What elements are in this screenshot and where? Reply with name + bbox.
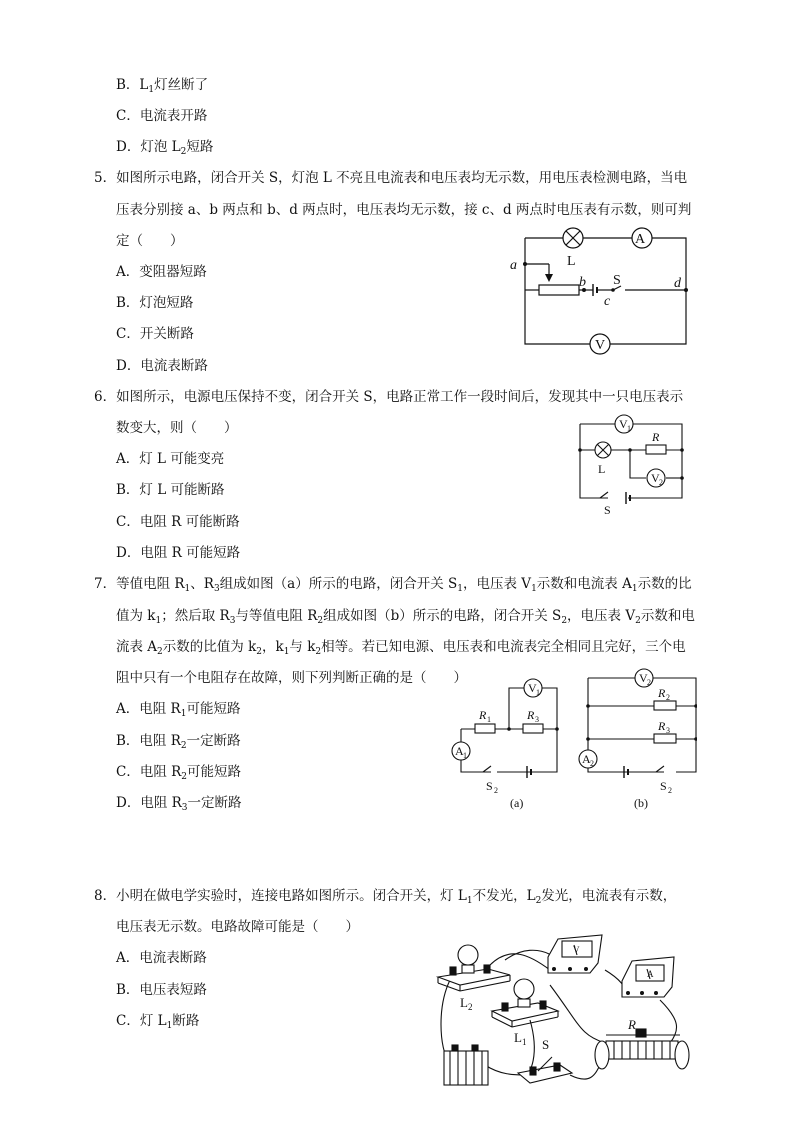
resistor-r-symbol xyxy=(646,445,666,454)
resistor-r2-symbol xyxy=(654,701,676,710)
q8-stem-line-2: 电压表无示数。电路故障可能是（ ） xyxy=(116,919,359,935)
v1-sub: 1 xyxy=(536,688,540,697)
lamp-label: L xyxy=(598,462,606,476)
ammeter-label: A xyxy=(635,232,646,247)
q5-stem-line-3: 定（ ） xyxy=(116,233,184,249)
v2-label: V xyxy=(639,671,648,685)
switch-s2-symbol xyxy=(483,766,491,772)
r3-sub: 3 xyxy=(666,726,670,735)
resistor-r3-symbol xyxy=(654,734,676,743)
switch-label: S xyxy=(542,1037,550,1052)
resistor-r3-symbol xyxy=(523,724,543,733)
q7-option-c: C．电阻 $R_2$可能短路 xyxy=(116,764,242,782)
point-b-label: b xyxy=(579,275,586,290)
q5-option-a: A．变阻器短路 xyxy=(116,264,207,280)
l2-label: L xyxy=(460,995,468,1010)
a1-label: A xyxy=(455,744,464,758)
q7-stem-line-1: 7．等值电阻 $R_1$、$R_3$组成如图（a）所示的电路，闭合开关 $S_1$，电压表 $V_1$示数和电流表 $A_1$示数的比 xyxy=(94,576,692,594)
switch-label: S xyxy=(604,503,611,517)
q8-option-a: A．电流表断路 xyxy=(116,950,207,966)
r2-label: R xyxy=(658,686,666,700)
q5-stem-line-2: 压表分别接 a、b 两点和 b、d 两点时，电压表均无示数，接 c、d 两点时电压表有示数，则可判 xyxy=(116,202,692,218)
l1-sub: 1 xyxy=(522,1037,527,1047)
l1-label: L xyxy=(514,1030,522,1045)
q5-circuit-diagram xyxy=(505,222,695,357)
q5-option-b: B．灯泡短路 xyxy=(116,295,194,311)
q7-circuit-diagram-a xyxy=(445,672,570,812)
lamp-label: L xyxy=(567,254,576,269)
rheostat-symbol xyxy=(539,285,579,295)
s2-sub: 2 xyxy=(494,786,498,795)
q6-option-c: C．电阻 R 可能断路 xyxy=(116,514,240,530)
r3-sub: 3 xyxy=(535,715,539,724)
q8-option-b: B．电压表短路 xyxy=(116,982,207,998)
lamp-l1-bulb-icon xyxy=(514,979,534,999)
slider-arrow xyxy=(545,274,553,282)
voltmeter-dial-label: V xyxy=(573,945,580,955)
q7-option-d: D．电阻 $R_3$一定断路 xyxy=(116,795,242,813)
v2-sub: 2 xyxy=(659,478,663,487)
q6-stem-line-2: 数变大，则（ ） xyxy=(116,420,238,436)
q5-stem-line-1: 5．如图所示电路，闭合开关 S，灯泡 L 不亮且电流表和电压表均无示数，用电压表检测电路，当电 xyxy=(94,170,688,186)
switch-s2-symbol xyxy=(656,766,664,772)
q6-option-d: D．电阻 R 可能短路 xyxy=(116,545,241,561)
s2-label: S xyxy=(660,779,667,793)
v1-sub: 1 xyxy=(627,424,631,433)
q8-circuit-illustration xyxy=(430,925,692,1095)
ammeter-dial-label: A xyxy=(647,969,654,979)
q4-option-d: D．灯泡 $L_2$短路 xyxy=(116,139,214,157)
r1-label: R xyxy=(479,708,487,722)
r3-label: R xyxy=(527,708,535,722)
r1-sub: 1 xyxy=(487,715,491,724)
l2-sub: 2 xyxy=(468,1002,473,1012)
a1-sub: 1 xyxy=(463,751,467,760)
q7-circuit-diagram-b xyxy=(572,662,697,812)
q8-stem-line-1: 8．小明在做电学实验时，连接电路如图所示。闭合开关，灯 $L_1$不发光，$L_2$发光，电流表有示数， xyxy=(94,888,677,906)
q5-option-d: D．电流表断路 xyxy=(116,358,208,374)
a2-sub: 2 xyxy=(590,759,594,768)
lamp-l2-bulb-icon xyxy=(458,945,478,965)
v1-label: V xyxy=(528,681,537,695)
q6-option-a: A．灯 L 可能变亮 xyxy=(116,451,225,467)
q6-circuit-diagram xyxy=(570,408,690,518)
q7-stem-line-3: 流表 $A_2$示数的比值为 $k_2$，$k_1$与 $k_2$相等。若已知电源、电压表和电流表完全相同且完好，三个电 xyxy=(116,639,686,657)
rheostat-label: R xyxy=(628,1017,636,1032)
figure-a-caption: (a) xyxy=(510,796,524,810)
q4-option-b: B．$L_1$灯丝断了 xyxy=(116,77,209,95)
point-d-label: d xyxy=(674,276,681,291)
r3-label: R xyxy=(658,719,666,733)
q4-option-c: C．电流表开路 xyxy=(116,108,208,124)
v2-label: V xyxy=(651,471,660,485)
point-c-label: c xyxy=(604,294,611,309)
q7-option-b: B．电阻 $R_2$一定断路 xyxy=(116,733,241,751)
s2-sub: 2 xyxy=(668,786,672,795)
q7-stem-line-2: 值为 $k_1$；然后取 $R_3$与等值电阻 $R_2$组成如图（b）所示的电路，闭合开关 $S_2$，电压表 $V_2$示数和电 xyxy=(116,608,695,626)
rheostat-icon xyxy=(606,1041,678,1059)
q7-option-a: A．电阻 $R_1$可能短路 xyxy=(116,701,241,719)
q8-option-c: C．灯 $L_1$断路 xyxy=(116,1013,200,1031)
voltmeter-label: V xyxy=(595,338,606,353)
switch-symbol xyxy=(600,492,608,498)
q6-option-b: B．灯 L 可能断路 xyxy=(116,482,225,498)
r2-sub: 2 xyxy=(666,693,670,702)
s2-label: S xyxy=(486,779,493,793)
figure-b-caption: (b) xyxy=(634,796,648,810)
point-a-label: a xyxy=(510,258,517,273)
switch-icon xyxy=(518,1065,572,1083)
v2-sub: 2 xyxy=(647,678,651,687)
resistor-r1-symbol xyxy=(475,724,495,733)
q6-stem-line-1: 6．如图所示，电源电压保持不变，闭合开关 S，电路正常工作一段时间后，发现其中一只电压表示 xyxy=(94,389,684,405)
resistor-label: R xyxy=(652,430,660,444)
v1-label: V xyxy=(619,417,628,431)
q7-stem-line-4: 阻中只有一个电阻存在故障，则下列判断正确的是（ ） xyxy=(116,670,467,686)
switch-label: S xyxy=(613,273,621,288)
q5-option-c: C．开关断路 xyxy=(116,326,194,342)
a2-label: A xyxy=(582,752,591,766)
